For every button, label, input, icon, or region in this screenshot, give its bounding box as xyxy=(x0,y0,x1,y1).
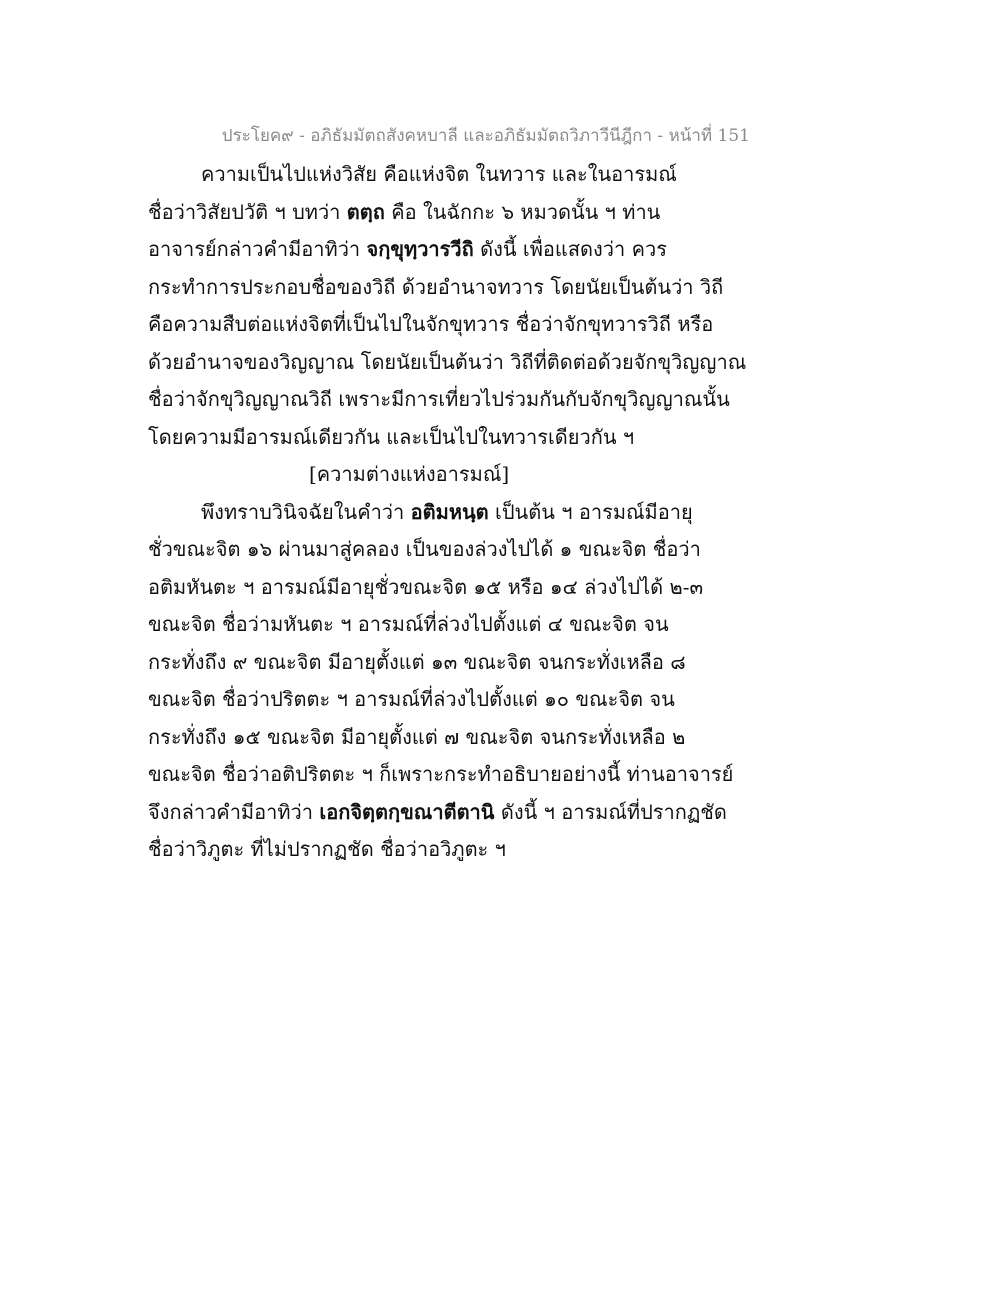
pali-term: เอกจิตฺตกฺขณาตีตานิ xyxy=(319,799,495,824)
paragraph-line xyxy=(148,756,734,794)
paragraph-line xyxy=(148,719,700,757)
text-run: อาจารย์กล่าวคำมีอาทิว่า xyxy=(148,237,367,261)
paragraph-line xyxy=(148,681,700,719)
text-run: ดังนี้ ฯ อารมณ์ที่ปรากฏชัด xyxy=(494,799,727,824)
paragraph-line xyxy=(148,156,700,194)
paragraph-line xyxy=(148,344,747,382)
text-run: ชื่อว่าจักขุวิญญาณวิถี เพราะมีการเที่ยวไปร่วมกันกับจักขุวิญญาณนั้น xyxy=(148,387,730,411)
text-run: โดยความมีอารมณ์เดียวกัน และเป็นไปในทวารเดียวกัน ฯ xyxy=(148,424,635,449)
text-run: กระทั่งถึง ๑๕ ขณะจิต มีอายุตั้งแต่ ๗ ขณะจิต จนกระทั่งเหลือ ๒ xyxy=(148,724,686,749)
paragraph-line xyxy=(148,606,700,644)
text-run: กระทำการประกอบชื่อของวิถี ด้วยอำนาจทวาร โดยนัยเป็นต้นว่า วิถี xyxy=(148,274,724,299)
text-run: ขณะจิต ชื่อว่ามหันตะ ฯ อารมณ์ที่ล่วงไปตั้งแต่ ๔ ขณะจิต จน xyxy=(148,612,669,636)
text-run: ชื่อว่าวิสัยปวัติ ฯ บทว่า xyxy=(148,199,347,224)
section-heading: [ความต่างแห่งอารมณ์] xyxy=(309,462,510,486)
pali-term: อติมหนฺต xyxy=(410,499,489,524)
paragraph-line xyxy=(148,231,700,269)
text-run: คือ ในฉักกะ ๖ หมวดนั้น ฯ ท่าน xyxy=(384,199,661,224)
page-header: ประโยค๙ - อภิธัมมัตถสังคหบาลี และอภิธัมมัตถวิภาวีนีฎีกา - หน้าที่ 151 xyxy=(221,126,750,146)
paragraph-line xyxy=(148,419,700,457)
text-run: จึงกล่าวคำมีอาทิว่า xyxy=(148,799,320,824)
text-run: ชั่วขณะจิต ๑๖ ผ่านมาสู่คลอง เป็นของล่วงไปได้ ๑ ขณะจิต ชื่อว่า xyxy=(148,537,701,561)
paragraph-line xyxy=(148,269,724,307)
text-run: ดังนี้ เพื่อแสดงว่า ควร xyxy=(473,237,667,261)
text-run: คือความสืบต่อแห่งจิตที่เป็นไปในจักขุทวาร ชื่อว่าจักขุทวารวิถี หรือ xyxy=(148,312,714,336)
paragraph-line xyxy=(148,831,700,869)
text-run: เป็นต้น ฯ อารมณ์มีอายุ xyxy=(488,499,693,524)
paragraph-line xyxy=(148,569,704,607)
body-text xyxy=(148,156,747,869)
paragraph-line xyxy=(148,381,730,419)
paragraph-line xyxy=(148,306,714,344)
pali-term: ตตฺถ xyxy=(346,199,385,224)
text-run: อติมหันตะ ฯ อารมณ์มีอายุชั่วขณะจิต ๑๕ หรือ ๑๔ ล่วงไปได้ ๒-๓ xyxy=(148,574,704,599)
text-run: ความเป็นไปแห่งวิสัย คือแห่งจิต ในทวาร และในอารมณ์ xyxy=(201,162,677,186)
text-run: ด้วยอำนาจของวิญญาณ โดยนัยเป็นต้นว่า วิถีที่ติดต่อด้วยจักขุวิญญาณ xyxy=(148,349,747,374)
paragraph-line xyxy=(148,644,700,682)
text-run: ชื่อว่าวิภูตะ ที่ไม่ปรากฏชัด ชื่อว่าอวิภูตะ ฯ xyxy=(148,837,506,861)
pali-term: จกฺขุทฺวารวีถิ xyxy=(366,237,474,261)
text-run: ขณะจิต ชื่อว่าปริตตะ ฯ อารมณ์ที่ล่วงไปตั้งแต่ ๑๐ ขณะจิต จน xyxy=(148,687,675,711)
paragraph-line xyxy=(148,494,700,532)
paragraph-line xyxy=(148,531,700,569)
text-run: พึงทราบวินิจฉัยในคำว่า xyxy=(201,499,411,524)
paragraph-line xyxy=(148,194,700,232)
text-run: กระทั่งถึง ๙ ขณะจิต มีอายุตั้งแต่ ๑๓ ขณะจิต จนกระทั่งเหลือ ๘ xyxy=(148,649,686,674)
paragraph-line xyxy=(148,794,727,832)
text-run: ขณะจิต ชื่อว่าอติปริตตะ ฯ ก็เพราะกระทำอธิบายอย่างนี้ ท่านอาจารย์ xyxy=(148,762,734,786)
